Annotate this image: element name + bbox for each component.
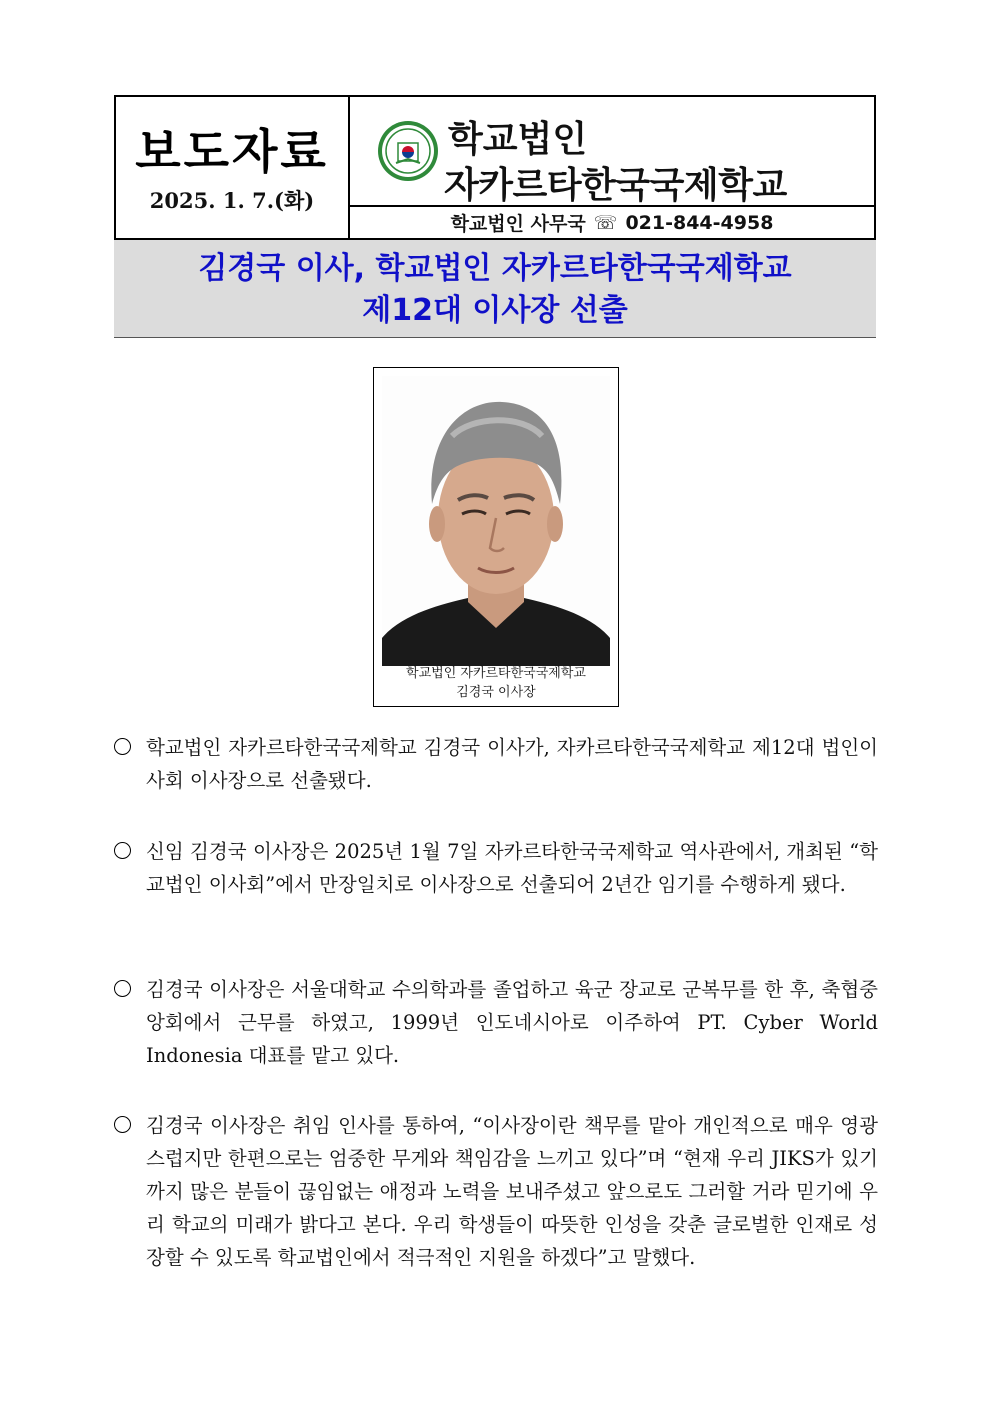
paragraph-text: 신임 김경국 이사장은 2025년 1월 7일 자카르타한국국제학교 역사관에서, 개최된 “학교법인 이사회”에서 만장일치로 이사장으로 선출되어 2년간 임기를 수행하게 됐다. <box>146 840 878 896</box>
portrait-frame <box>373 367 619 707</box>
portrait-illustration <box>382 376 610 666</box>
headline-line1: 김경국 이사, 학교법인 자카르타한국국제학교 <box>198 251 792 286</box>
release-date: 2025. 1. 7.(화) <box>149 188 315 213</box>
contact-row <box>350 205 874 238</box>
circle-bullet-icon <box>114 738 131 755</box>
org-name-line2: 자카르타한국국제학교 <box>444 165 787 206</box>
paragraph-4 <box>114 1109 878 1274</box>
press-release-title: 보도자료 <box>135 125 329 180</box>
phone-number: 021-844-4958 <box>625 211 774 234</box>
paragraph-3 <box>114 973 878 1072</box>
phone-icon: ☏ <box>593 211 618 234</box>
portrait-photo <box>382 376 610 666</box>
press-release-label-box <box>116 97 350 238</box>
paragraph-text: 김경국 이사장은 취임 인사를 통하여, “이사장이란 책무를 맡아 개인적으로 매우 영광스럽지만 한편으로는 엄중한 무게와 책임감을 느끼고 있다”며 “현재 우리 JIKS가 있기까지 많은 분들이 끊임없는 애정과 노력을 보내주셨고 앞으로도 그러할 거라 믿기에 우리 학교의 미래가 밝다고 본다. 우리 학생들이 따뜻한 인성을 갖춘 글로벌한 인재로 성장할 수 있도록 학교법인에서 적극적인 지원을 하겠다”고 말했다. <box>146 1114 878 1269</box>
caption-line2: 김경국 이사장 <box>456 685 536 700</box>
paragraph-text: 학교법인 자카르타한국국제학교 김경국 이사가, 자카르타한국국제학교 제12대 법인이사회 이사장으로 선출됐다. <box>146 736 878 792</box>
caption-line1: 학교법인 자카르타한국국제학교 <box>406 666 586 681</box>
paragraph-text: 김경국 이사장은 서울대학교 수의학과를 졸업하고 육군 장교로 군복무를 한 후, 축협중앙회에서 근무를 하였고, 1999년 인도네시아로 이주하여 PT. Cyber World Indonesia 대표를 맡고 있다. <box>146 978 878 1067</box>
school-logo-icon <box>376 119 440 183</box>
circle-bullet-icon <box>114 842 131 859</box>
headline-band <box>114 240 876 338</box>
circle-bullet-icon <box>114 980 131 997</box>
org-name-line1: 학교법인 <box>448 119 588 160</box>
press-release-header <box>114 95 876 240</box>
circle-bullet-icon <box>114 1116 131 1133</box>
paragraph-2 <box>114 835 878 901</box>
headline-line2: 제12대 이사장 선출 <box>362 293 628 328</box>
portrait-caption <box>374 664 618 702</box>
office-label: 학교법인 사무국 <box>450 213 586 235</box>
organization-box <box>350 97 874 238</box>
paragraph-1 <box>114 731 878 797</box>
